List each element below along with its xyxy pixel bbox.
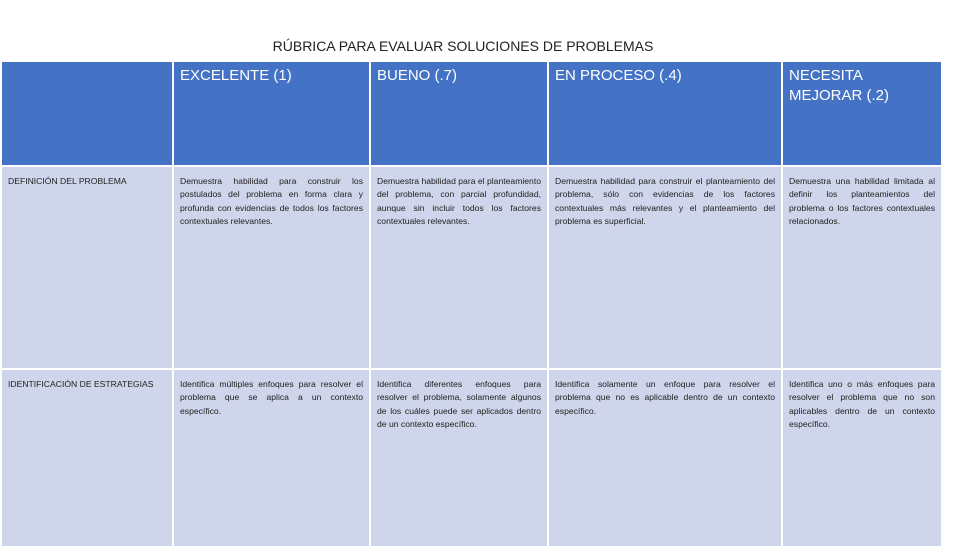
rubric-cell: Demuestra habilidad para el planteamiento del problema, con parcial profundidad, aunque sin incluir todos los factores contextuales relevantes. xyxy=(370,166,548,369)
rubric-cell: Identifica diferentes enfoques para resolver el problema, solamente algunos de los cuáles puede ser aplicados dentro de un contexto específico. xyxy=(370,369,548,547)
header-cell-empty xyxy=(1,61,173,166)
rubric-table xyxy=(0,60,943,548)
header-en-proceso: EN PROCESO (.4) xyxy=(548,61,782,166)
criterion-cell: DEFINICIÓN DEL PROBLEMA xyxy=(1,166,173,369)
rubric-cell: Demuestra habilidad para construir el planteamiento del problema, sólo con evidencias de los factores contextuales más relevantes y el planteamiento del problema es superficial. xyxy=(548,166,782,369)
page-title: RÚBRICA PARA EVALUAR SOLUCIONES DE PROBLEMAS xyxy=(272,38,654,54)
header-bueno: BUENO (.7) xyxy=(370,61,548,166)
rubric-cell: Identifica uno o más enfoques para resolver el problema que no son aplicables dentro de un contexto específico. xyxy=(782,369,942,547)
header-excelente: EXCELENTE (1) xyxy=(173,61,370,166)
header-necesita-mejorar: NECESITA MEJORAR (.2) xyxy=(782,61,942,166)
rubric-cell: Identifica múltiples enfoques para resolver el problema que se aplica a un contexto específico. xyxy=(173,369,370,547)
table-header-row xyxy=(1,61,942,166)
table-row xyxy=(1,166,942,369)
rubric-cell: Demuestra habilidad para construir los postulados del problema en forma clara y profunda con evidencias de todos los factores contextuales relevantes. xyxy=(173,166,370,369)
rubric-cell: Identifica solamente un enfoque para resolver el problema que no es aplicable dentro de un contexto específico. xyxy=(548,369,782,547)
table-row xyxy=(1,369,942,547)
criterion-cell: IDENTIFICACIÓN DE ESTRATEGIAS xyxy=(1,369,173,547)
rubric-cell: Demuestra una habilidad limitada al definir los planteamientos del problema o los factores contextuales relacionados. xyxy=(782,166,942,369)
